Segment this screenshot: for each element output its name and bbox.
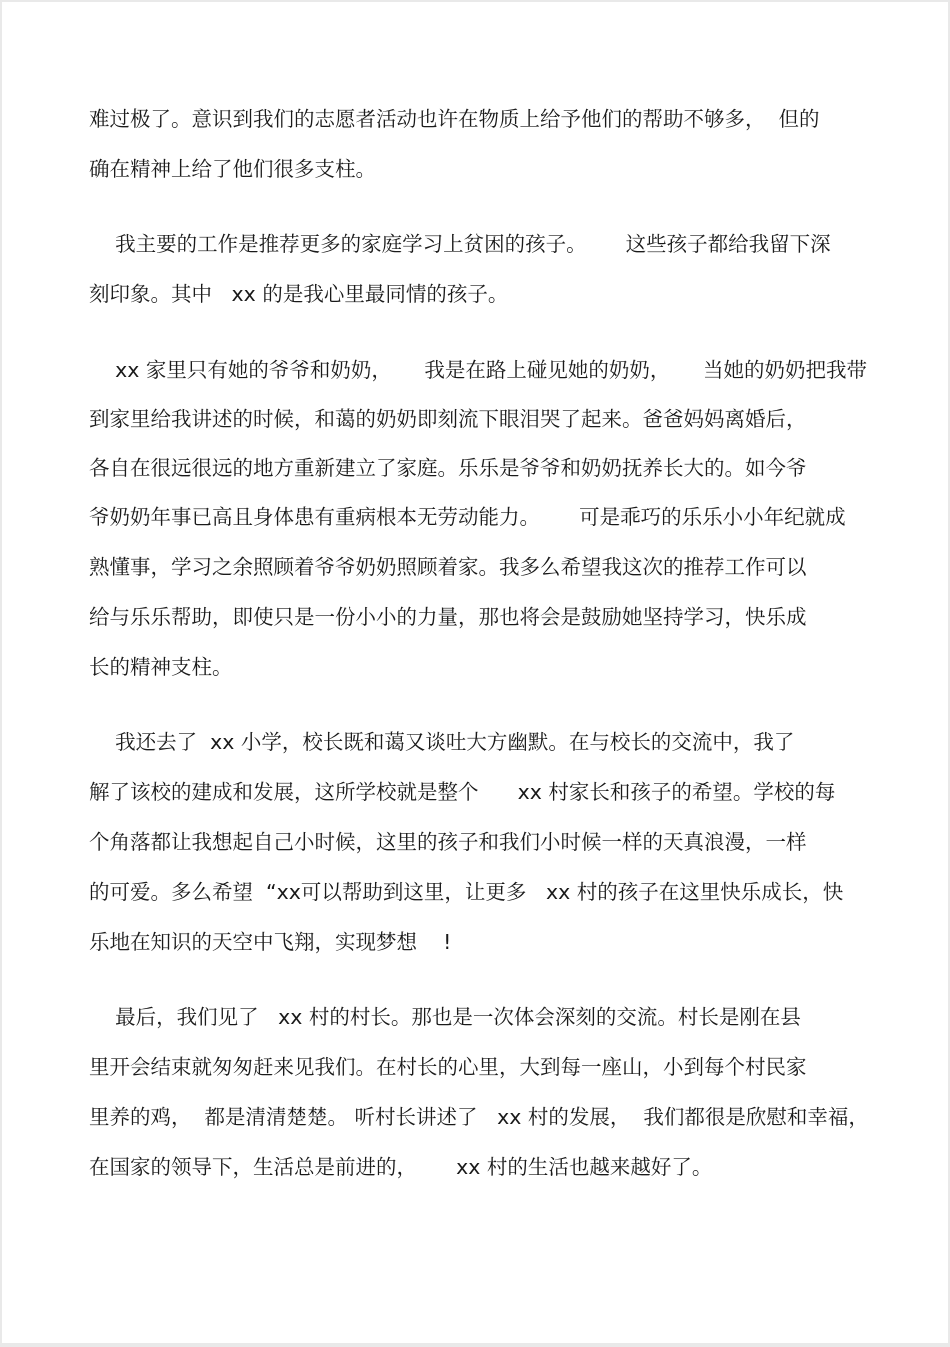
paragraph-3-line-7: 长的精神支柱。	[89, 655, 233, 679]
paragraph-2-line-1: 我主要的工作是推荐更多的家庭学习上贫困的孩子。 这些孩子都给我留下深	[89, 232, 831, 256]
paragraph-3-line-5: 熟懂事，学习之余照顾着爷爷奶奶照顾着家。我多么希望我这次的推荐工作可以	[89, 555, 807, 579]
paragraph-4-line-5: 乐地在知识的天空中飞翔，实现梦想 !	[89, 930, 452, 954]
paragraph-5-line-4: 在国家的领导下，生活总是前进的， xx 村的生活也越来越好了。	[89, 1155, 713, 1179]
paragraph-5-line-3: 里养的鸡， 都是清清楚楚。 听村长讲述了 xx 村的发展， 我们都很是欣慰和幸福，	[89, 1105, 869, 1129]
paragraph-1-line-1: 难过极了。意识到我们的志愿者活动也许在物质上给予他们的帮助不够多， 但的	[89, 107, 820, 131]
paragraph-3-line-6: 给与乐乐帮助，即使只是一份小小的力量，那也将会是鼓励她坚持学习，快乐成	[89, 605, 807, 629]
paragraph-2-line-2: 刻印象。其中 xx 的是我心里最同情的孩子。	[89, 282, 509, 306]
paragraph-3-line-4: 爷奶奶年事已高且身体患有重病根本无劳动能力。 可是乖巧的乐乐小小年纪就成	[89, 505, 846, 529]
paragraph-3-line-2: 到家里给我讲述的时候，和蔼的奶奶即刻流下眼泪哭了起来。爸爸妈妈离婚后，	[89, 407, 807, 431]
paragraph-5-line-2: 里开会结束就匆匆赶来见我们。在村长的心里，大到每一座山，小到每个村民家	[89, 1055, 807, 1079]
paragraph-5-line-1: 最后，我们见了 xx 村的村长。那也是一次体会深刻的交流。村长是刚在县	[89, 1005, 801, 1029]
paragraph-3-line-3: 各自在很远很远的地方重新建立了家庭。乐乐是爷爷和奶奶抚养长大的。如今爷	[89, 456, 807, 480]
paragraph-4-line-4: 的可爱。多么希望 “xx可以帮助到这里，让更多 xx 村的孩子在这里快乐成长，快	[89, 880, 844, 904]
paragraph-4-line-2: 解了该校的建成和发展，这所学校就是整个 xx 村家长和孩子的希望。学校的每	[89, 780, 836, 804]
document-page	[2, 2, 948, 1343]
paragraph-4-line-3: 个角落都让我想起自己小时候，这里的孩子和我们小时候一样的天真浪漫，一样	[89, 830, 807, 854]
paragraph-1-line-2: 确在精神上给了他们很多支柱。	[89, 157, 376, 181]
paragraph-3-line-1: xx 家里只有她的爷爷和奶奶， 我是在路上碰见她的奶奶， 当她的奶奶把我带	[89, 358, 868, 382]
paragraph-4-line-1: 我还去了 xx 小学，校长既和蔼又谈吐大方幽默。在与校长的交流中，我了	[89, 730, 795, 754]
